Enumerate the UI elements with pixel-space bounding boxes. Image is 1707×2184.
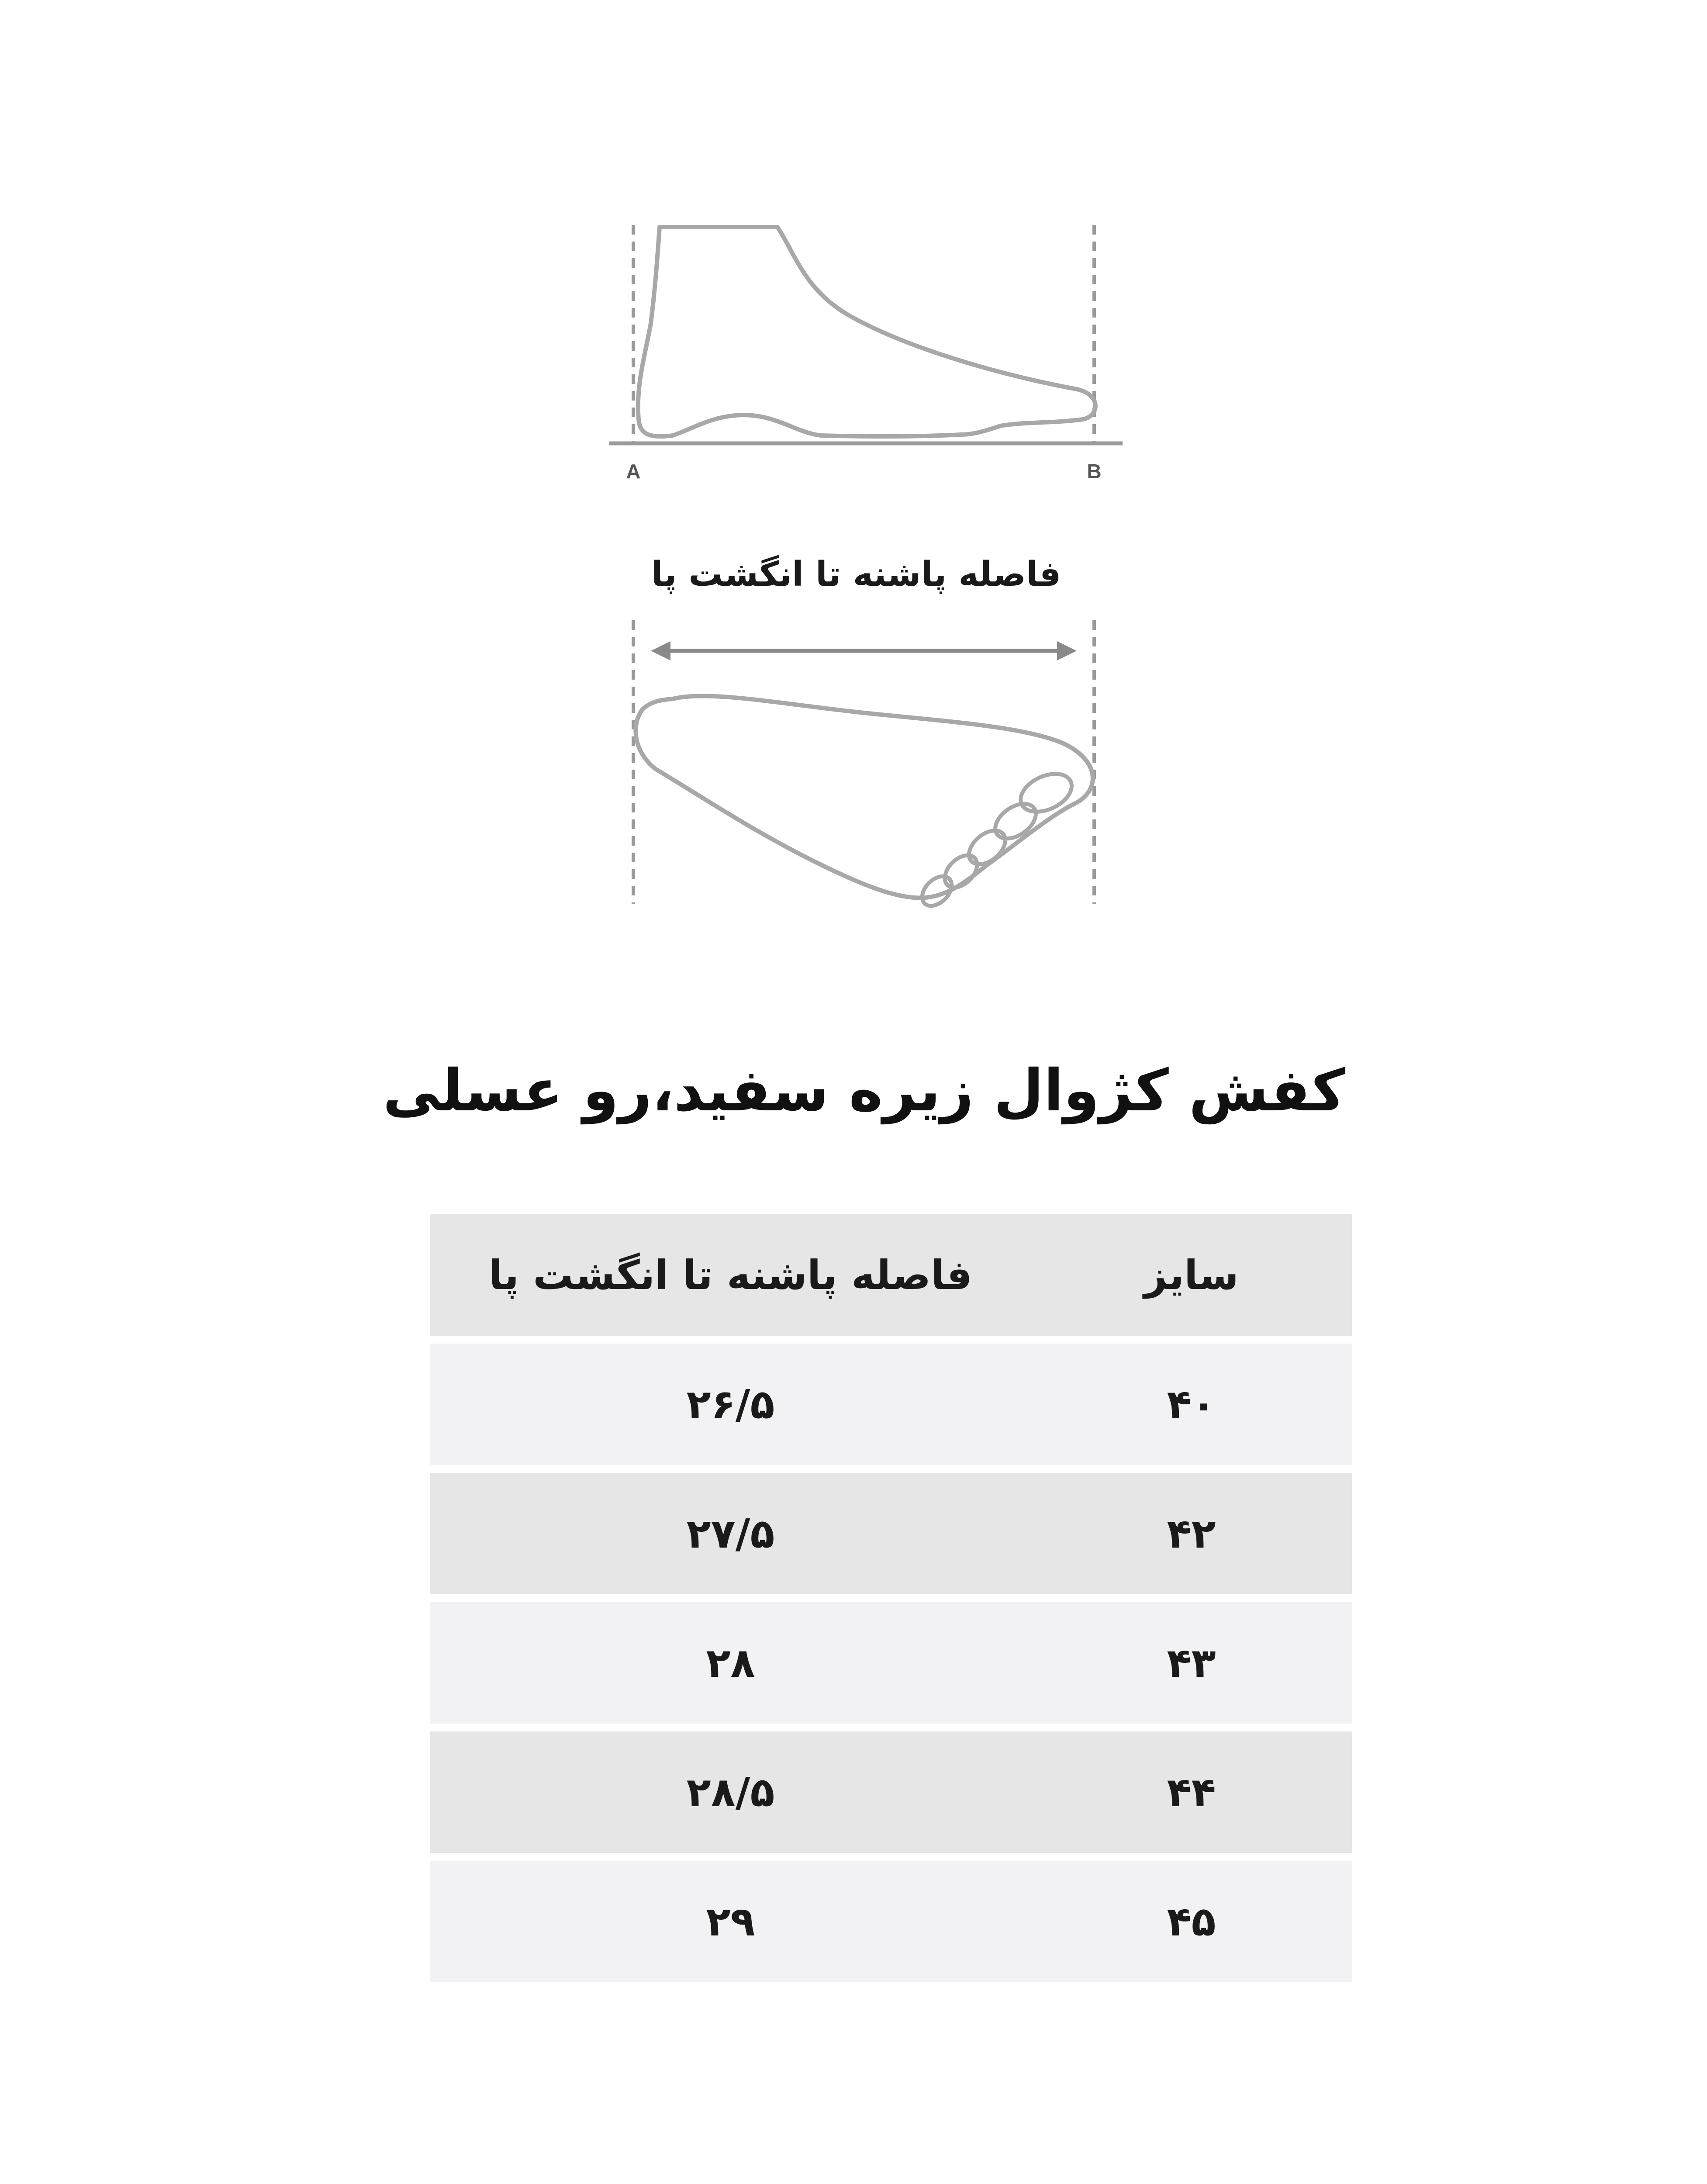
table-row [417,1731,1352,1853]
size-table [417,1214,1352,1990]
length-arrow-head-right [1057,641,1077,660]
cell-size: ۴۲ [1031,1473,1352,1594]
cell-size: ۴۴ [1031,1731,1352,1853]
cell-length: ۲۹ [430,1861,1031,1982]
label-b: B [1087,460,1102,483]
product-title: کفش کژوال زیره سفید،رو عسلی [383,1057,1345,1124]
cell-length: ۲۷/۵ [430,1473,1031,1594]
toe-big [1015,766,1078,819]
measurement-caption: فاصله پاشنه تا انگشت پا [651,555,1061,594]
cell-length: ۲۸/۵ [430,1731,1031,1853]
cell-length: ۲۸ [430,1602,1031,1724]
header-length: فاصله پاشنه تا انگشت پا [430,1214,1031,1336]
table-header-row [417,1214,1352,1336]
toe-second [989,797,1042,846]
toe-fifth [916,871,957,911]
cell-size: ۴۵ [1031,1861,1352,1982]
cell-size: ۴۳ [1031,1602,1352,1724]
table-row [417,1861,1352,1982]
table-row [417,1473,1352,1594]
toe-fourth [939,849,983,894]
foot-measurement-diagram [0,0,1707,939]
cell-size: ۴۰ [1031,1344,1352,1465]
table-row [417,1344,1352,1465]
toe-third [963,824,1012,871]
foot-side-outline [638,227,1095,436]
table-row [417,1602,1352,1724]
foot-top-outline [636,696,1092,898]
foot-diagram-svg [0,0,1707,939]
length-arrow-head-left [651,641,670,660]
header-size: سایز [1031,1214,1352,1336]
label-a: A [626,460,641,483]
cell-length: ۲۶/۵ [430,1344,1031,1465]
